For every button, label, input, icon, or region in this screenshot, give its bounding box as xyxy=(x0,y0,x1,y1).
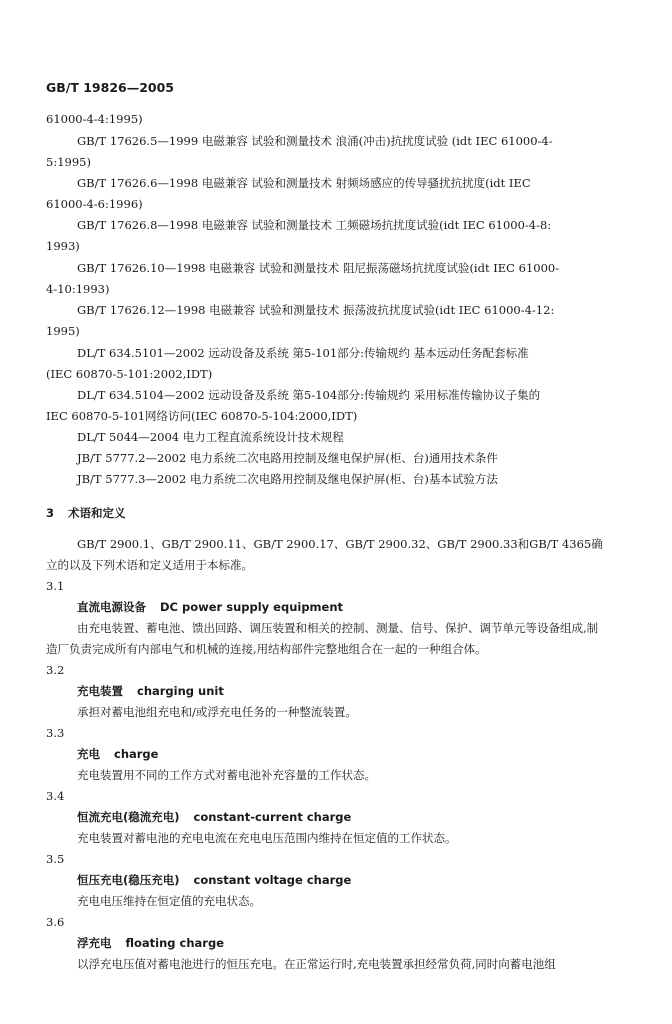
reference-line: GB/T 17626.6—1998 电磁兼容 试验和测量技术 射频场感应的传导骚扰抗扰度(idt IEC xyxy=(77,176,531,190)
term-number: 3.2 xyxy=(46,663,65,677)
term-number: 3.3 xyxy=(46,726,65,740)
term-name-zh: 充电 xyxy=(77,747,100,761)
reference-line: GB/T 17626.12—1998 电磁兼容 试验和测量技术 振荡波抗扰度试验(idt IEC 61000-4-12: xyxy=(77,303,555,317)
reference-line: 61000-4-4:1995) xyxy=(46,112,143,126)
reference-line: GB/T 17626.5—1999 电磁兼容 试验和测量技术 浪涌(冲击)抗扰度试验 (idt IEC 61000-4- xyxy=(77,134,553,148)
term-heading xyxy=(77,684,224,698)
reference-line: GB/T 17626.10—1998 电磁兼容 试验和测量技术 阻尼振荡磁场抗扰度试验(idt IEC 61000- xyxy=(77,261,560,275)
term-name-en: DC power supply equipment xyxy=(160,600,344,614)
section-intro-line: 立的以及下列术语和定义适用于本标准。 xyxy=(46,558,253,572)
term-name-zh: 充电装置 xyxy=(77,684,123,698)
section-title: 术语和定义 xyxy=(68,506,126,520)
term-number: 3.6 xyxy=(46,915,65,929)
term-name-en: constant-current charge xyxy=(193,810,352,824)
reference-line: (IEC 60870-5-101:2002,IDT) xyxy=(46,367,213,381)
reference-line: DL/T 5044—2004 电力工程直流系统设计技术规程 xyxy=(77,430,344,444)
term-heading xyxy=(77,936,224,950)
term-number: 3.4 xyxy=(46,789,65,803)
reference-line: DL/T 634.5101—2002 远动设备及系统 第5-101部分:传输规约 基本远动任务配套标准 xyxy=(77,346,529,360)
term-definition-line: 充电电压维持在恒定值的充电状态。 xyxy=(77,894,261,908)
reference-line: JB/T 5777.3—2002 电力系统二次电路用控制及继电保护屏(柜、台)基本试验方法 xyxy=(77,472,498,486)
term-name-zh: 恒压充电(稳压充电) xyxy=(77,873,180,887)
reference-line: 1995) xyxy=(46,324,80,338)
reference-line: 1993) xyxy=(46,239,80,253)
term-heading xyxy=(77,747,158,761)
term-heading xyxy=(77,600,343,614)
section-heading xyxy=(46,506,126,520)
term-definition-line: 充电装置用不同的工作方式对蓄电池补充容量的工作状态。 xyxy=(77,768,376,782)
reference-line: 5:1995) xyxy=(46,155,91,169)
term-name-zh: 恒流充电(稳流充电) xyxy=(77,810,180,824)
term-heading xyxy=(77,873,351,887)
term-number: 3.5 xyxy=(46,852,65,866)
term-name-en: charge xyxy=(114,747,159,761)
reference-line: IEC 60870-5-101网络访问(IEC 60870-5-104:2000,IDT) xyxy=(46,409,358,423)
reference-line: DL/T 634.5104—2002 远动设备及系统 第5-104部分:传输规约 采用标准传输协议子集的 xyxy=(77,388,541,402)
section-number: 3 xyxy=(46,506,55,520)
term-name-en: charging unit xyxy=(137,684,224,698)
section-intro-line: GB/T 2900.1、GB/T 2900.11、GB/T 2900.17、GB/T 2900.32、GB/T 2900.33和GB/T 4365确 xyxy=(77,537,603,551)
term-definition-line: 承担对蓄电池组充电和/或浮充电任务的一种整流装置。 xyxy=(77,705,357,719)
term-definition-line: 充电装置对蓄电池的充电电流在充电电压范围内维持在恒定值的工作状态。 xyxy=(77,831,457,845)
reference-line: 61000-4-6:1996) xyxy=(46,197,143,211)
reference-line: GB/T 17626.8—1998 电磁兼容 试验和测量技术 工频磁场抗扰度试验(idt IEC 61000-4-8: xyxy=(77,218,552,232)
term-definition-line: 由充电装置、蓄电池、馈出回路、调压装置和相关的控制、测量、信号、保护、调节单元等设备组成,制 xyxy=(77,621,599,635)
term-name-en: floating charge xyxy=(125,936,225,950)
term-number: 3.1 xyxy=(46,579,65,593)
term-name-zh: 直流电源设备 xyxy=(77,600,146,614)
term-name-en: constant voltage charge xyxy=(193,873,352,887)
term-heading xyxy=(77,810,351,824)
reference-line: 4-10:1993) xyxy=(46,282,110,296)
standard-code-header: GB/T 19826—2005 xyxy=(46,80,175,95)
reference-line: JB/T 5777.2—2002 电力系统二次电路用控制及继电保护屏(柜、台)通用技术条件 xyxy=(77,451,498,465)
term-definition-line: 以浮充电压值对蓄电池进行的恒压充电。在正常运行时,充电装置承担经常负荷,同时向蓄电池组 xyxy=(77,957,556,971)
term-name-zh: 浮充电 xyxy=(77,936,112,950)
term-definition-line: 造厂负责完成所有内部电气和机械的连接,用结构部件完整地组合在一起的一种组合体。 xyxy=(46,642,487,656)
